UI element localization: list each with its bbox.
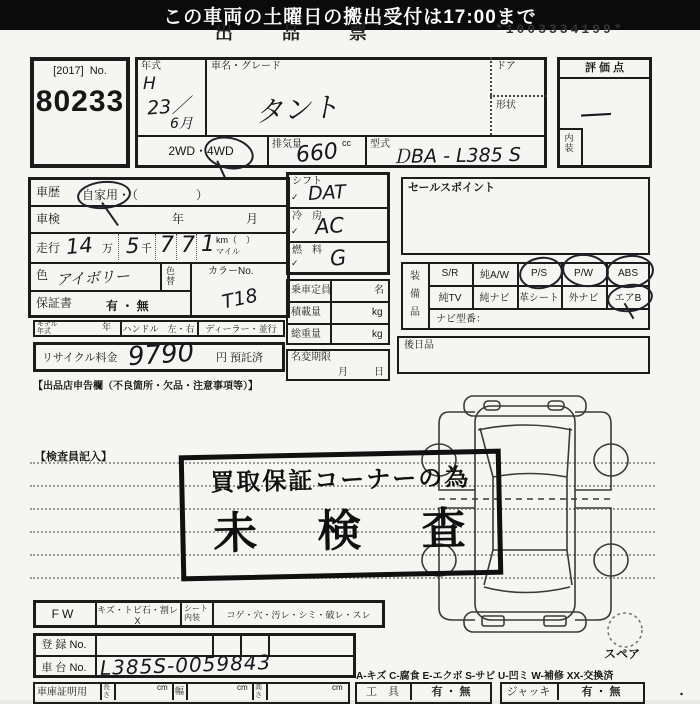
roof [493,474,567,551]
fuel-value: G [328,245,348,271]
history-paren: ・（ ） [118,188,211,202]
fw-label: FW [51,607,77,621]
right-front-panel [575,412,611,490]
model-year-label: 年式 [141,61,161,72]
divider [190,262,192,318]
divider [286,207,390,209]
divider [155,234,156,260]
chassis-no-label: 車 台 No. [41,661,87,674]
later-items-label: 後日品 [404,340,434,351]
displacement-value: 660 [294,138,340,169]
score-label: 評 価 点 [584,62,625,74]
divider [100,682,102,700]
cooling-label: 冷 房 [292,211,322,222]
lot-number-box [30,57,130,168]
mileage-man-value: 14 [65,232,94,260]
interior-cell [557,128,583,168]
divider [95,633,97,678]
divider [135,135,547,137]
not-inspected-stamp [179,449,504,582]
divider [118,234,119,260]
equipment-label: 装備品 [410,271,420,318]
displacement-label: 排気量 [272,139,302,150]
stamp-line2: 未 検 査 [212,503,491,559]
warranty-label: 保証書 [36,296,73,310]
handle-label: ハンドル 左・右 [122,324,195,334]
sheet-title-partial: 出 品 票 [215,23,390,43]
cowl-line [478,425,572,430]
warranty-value: 有 ・ 無 [106,299,149,313]
divider [28,290,190,292]
lot-tag-row [34,65,126,77]
seat-items: コゲ・穴・汚レ・シミ・破レ・スレ [226,609,371,620]
rear-light-right [544,616,566,626]
spare-tire-circle [608,613,642,647]
model-year-era: H [143,74,156,94]
shape-label: 形状 [496,100,516,111]
capacity-unit: 名 [374,285,384,296]
recycle-fee-value: 9790 [127,337,196,373]
capacity-label: 乗車定員 [291,285,331,296]
tools-value: 有 ・ 無 [431,686,471,698]
fw-items: キズ・トビ石・割レX [97,604,178,626]
color-change-label: 色替 [166,266,176,286]
equip-navi: 純ナビ [479,293,510,304]
spare-label: スペア [604,647,641,661]
divider [28,262,290,264]
shift-value: DAT [307,181,347,205]
drive-options: 2WD・4WD [168,144,234,158]
divider [160,262,162,290]
notice-text: この車両の土曜日の搬出受付は17:00まで [163,6,537,28]
color-no-value: T18 [220,284,260,314]
fuel-label: 燃 料 [292,245,322,256]
later-items-box [397,336,650,374]
right-rear-panel [575,508,611,620]
model-year-row-label: モデル年式 [37,321,58,335]
rename-month-unit: 月 [338,367,348,378]
divider [286,323,390,325]
divider [205,57,207,135]
equip-tv: 純TV [438,293,462,304]
chassis-code-value: ＤBA - L385 S [391,143,522,169]
mileage-digit-2: 7 [181,233,195,258]
gross-unit: kg [372,329,383,340]
divider [186,682,188,700]
rear-light-left [482,616,504,626]
garage-cm-3: cm [332,683,343,692]
equip-aw: 純A/W [480,270,509,281]
inspector-label: 【検査員記入】 [35,451,112,463]
navi-model-label: ナビ型番： [436,314,486,325]
garage-label: 車庫証明用 [37,687,87,698]
model-year-row-unit: 年 [102,322,112,332]
color-value: アイボリー [55,267,131,289]
lot-number: 80233 [35,85,125,118]
divider [28,205,290,207]
lot-no-label: No. [89,65,107,77]
garage-cm-2: cm [237,683,248,692]
score-value: ― [580,95,612,132]
car-name-label: 車名・グレード [211,61,281,72]
divider [180,600,182,628]
divider [252,682,254,700]
garage-cm-1: cm [157,683,168,692]
chassis-code-label: 型式 [370,139,390,150]
header-strip [0,22,700,45]
lot-year-tag: [2017] [53,65,84,77]
declaration-label: 【出品店申告欄（不良箇所・欠品・注意事項等）】 [33,381,258,392]
rename-label: 名変期限 [291,352,331,363]
divider [176,234,177,260]
interior-label: 内装 [564,133,574,153]
registration-no-label: 登 録 No. [41,639,87,651]
mileage-digit-1: 7 [160,233,174,258]
equip-abs: ABS [617,268,638,279]
shift-label: シフト [292,176,322,187]
shift-check-mark: ✓ [291,193,299,203]
shaken-month-unit: 月 [246,212,259,226]
divider [172,682,174,700]
equip-sr: S/R [441,268,459,279]
divider [196,234,197,260]
divider [286,301,390,303]
garage-height-label: 高さ [255,684,262,699]
load-label: 積載量 [291,307,321,318]
equip-airbag: エアB [614,293,642,304]
cooling-value: AC [314,213,345,239]
mileage-sen-unit: 千 [141,243,152,255]
equip-ps: P/S [530,268,548,279]
sales-point-label: セールスポイント [408,182,496,194]
mileage-sen-value: 5 [126,234,140,258]
damage-legend: A-キズ C-腐食 E-エクボ S-サビ U-凹ミ W-補修 XX-交換済 [356,671,614,682]
color-no-label: カラーNo. [208,266,254,277]
cooling-check-mark: ✓ [291,227,299,237]
history-private: 自家用 [82,188,119,202]
garage-width-label: 幅 [175,686,185,696]
garage-length-label: 長さ [103,684,110,699]
shaken-label: 車検 [36,212,61,226]
dealer-label: ディーラー・並行 [205,324,277,334]
divider [365,135,367,168]
equip-ext-navi: 外ナビ [568,293,599,304]
recycle-fee-unit: 円 預託済 [216,352,264,364]
equip-pw: P/W [574,268,593,279]
divider [267,135,269,168]
color-label: 色 [36,268,49,282]
stamp-line1: 買取保証コーナーの為 [210,464,471,497]
chassis-no-value: L385S-0059843 [99,650,272,680]
fuel-check-mark: ✓ [291,259,299,269]
divider [490,95,547,97]
model-year-number: 23／ [146,94,192,120]
divider [114,682,116,700]
mileage-label: 走行 [36,241,61,255]
divider [557,77,652,79]
mileage-km-unit: km（ ） [216,235,255,245]
trailing-dot: ・ [676,689,687,701]
tools-label: 工 具 [366,686,399,698]
jack-label: ジャッキ [506,686,551,698]
mileage-man-unit: 万 [102,243,113,255]
divider [266,682,268,700]
recycle-fee-label: リサイクル料金 [42,352,118,364]
jack-value: 有 ・ 無 [581,686,621,698]
divider [28,232,290,234]
mileage-mile-unit: マイル [216,247,240,256]
seat-interior-label: シート内装 [184,604,208,622]
door-label: ドア [496,61,516,72]
shaken-year-unit: 年 [172,212,185,226]
gross-label: 総重量 [291,329,321,340]
history-label: 車歴 [36,185,61,199]
model-year-month: 6月 [170,116,193,132]
rename-day-unit: 日 [374,367,384,378]
load-unit: kg [372,307,383,318]
equip-leather-seat: 革シート [519,293,559,304]
car-name-value: タント [254,90,341,129]
divider [286,241,390,243]
sheet-code-partial: *1003334199* [495,22,625,37]
mileage-digit-3: 1 [201,232,215,257]
displacement-unit: cc [342,138,351,148]
